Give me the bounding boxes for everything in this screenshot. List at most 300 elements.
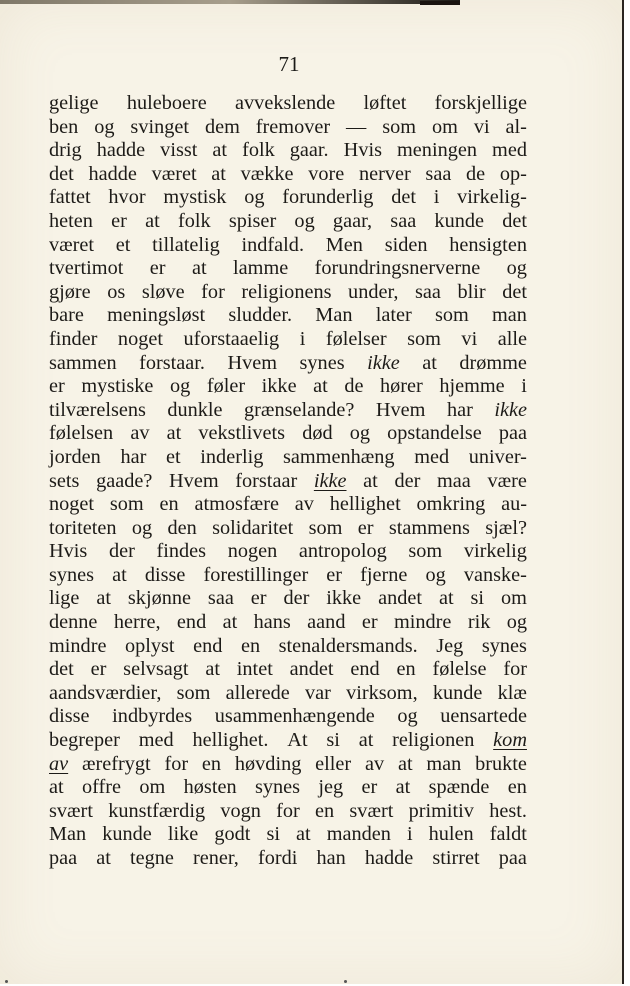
word: en — [201, 752, 222, 775]
word: svært — [349, 799, 394, 822]
word: en — [396, 658, 416, 681]
word: været — [151, 162, 197, 185]
word: at — [358, 729, 374, 752]
word: op- — [499, 162, 527, 185]
word: det — [502, 209, 527, 232]
word: sets — [49, 469, 80, 492]
word: vore — [308, 162, 345, 185]
word: at — [205, 658, 220, 681]
word: at — [363, 469, 378, 492]
word: følelser — [325, 327, 387, 350]
word: sløve — [141, 280, 185, 303]
word: som — [407, 327, 441, 350]
word: nogen — [227, 540, 278, 563]
word: tillatelig — [152, 233, 220, 256]
word: bare — [49, 304, 84, 327]
word: saa — [425, 162, 452, 185]
word: os — [107, 280, 126, 303]
text-line — [49, 823, 527, 847]
word: ærefrygt — [81, 752, 151, 775]
word: avvekslende — [235, 92, 336, 114]
word: spiser — [228, 209, 277, 232]
word: atmosfære — [194, 493, 279, 516]
text-line — [49, 658, 527, 682]
word: Hvem — [227, 351, 278, 374]
word: noget — [117, 327, 163, 350]
word: uensartede — [440, 705, 527, 728]
word: at — [96, 847, 111, 869]
text-line — [49, 847, 527, 871]
text-line — [49, 682, 527, 706]
word: en — [507, 776, 527, 799]
word: drømme — [459, 351, 527, 374]
word: svært — [49, 799, 93, 822]
word: og — [131, 516, 153, 539]
word: fattet — [49, 186, 91, 209]
word: folk — [242, 139, 275, 162]
word: forunderlig — [282, 186, 374, 209]
page-number: 71 — [278, 52, 300, 76]
text-line — [49, 163, 527, 187]
word: er — [90, 658, 107, 681]
word: virkelig — [463, 540, 527, 563]
text-line — [49, 493, 527, 517]
word: der — [283, 587, 310, 610]
word: jeg — [318, 776, 344, 799]
word: at — [222, 611, 238, 634]
text-line — [49, 587, 527, 611]
word: skjønne — [127, 587, 191, 610]
word: allerede — [225, 681, 290, 704]
word: av — [294, 493, 314, 516]
word: er — [361, 776, 378, 799]
word: om — [139, 776, 166, 799]
word: og — [169, 375, 191, 398]
text-line — [49, 210, 527, 234]
text-line — [49, 705, 527, 729]
word: mindre — [393, 611, 452, 634]
word: vekstlivets — [198, 422, 286, 445]
word: er — [250, 587, 267, 610]
word: disse — [49, 705, 90, 728]
word: Hvem — [169, 469, 219, 492]
emphasized-word: kom — [493, 729, 527, 752]
word: synes — [481, 634, 527, 657]
word: hest. — [489, 799, 527, 822]
word: føler — [206, 375, 246, 398]
word: dem — [204, 115, 240, 138]
word: som — [109, 493, 144, 516]
word: den — [167, 516, 197, 539]
word: hvor — [108, 186, 146, 209]
word: at — [145, 209, 160, 232]
word: en — [315, 799, 335, 822]
word: og — [425, 563, 446, 586]
word: av — [130, 422, 150, 445]
word: paa — [49, 847, 78, 869]
word: i — [521, 375, 527, 398]
word: at — [96, 587, 111, 610]
word: at — [438, 587, 454, 610]
word: saa — [207, 587, 234, 610]
word: været — [49, 233, 95, 256]
word: blir — [457, 280, 486, 303]
word: noget — [49, 493, 95, 516]
word: der — [108, 540, 135, 563]
word: for — [201, 280, 225, 303]
word: med — [492, 139, 527, 162]
word: jorden — [49, 445, 101, 468]
word: sammen — [49, 351, 117, 374]
word: for — [164, 752, 189, 775]
word: hjemme — [439, 375, 505, 398]
word: sammenhæng — [283, 445, 395, 468]
word: opstandelse — [387, 422, 482, 445]
word: fordi — [257, 847, 298, 869]
word: en — [240, 634, 261, 657]
word: for — [276, 799, 300, 822]
word: siden — [384, 233, 428, 256]
word: gaar. — [289, 139, 329, 162]
text-line — [49, 776, 527, 800]
text-line — [49, 352, 527, 376]
page-top-edge — [0, 0, 460, 4]
word: at — [166, 422, 182, 445]
word: og — [397, 705, 418, 728]
word: solidaritet — [212, 516, 294, 539]
word: sludder. — [228, 304, 293, 327]
word: han — [316, 847, 346, 869]
word: fjerne — [360, 563, 408, 586]
word: antropolog — [298, 540, 387, 563]
emphasized-word: av — [49, 752, 69, 775]
word: paa — [498, 422, 527, 445]
word: lige — [49, 587, 80, 610]
word: grænselande? — [244, 398, 355, 421]
word: om — [500, 587, 527, 610]
word: kunde — [434, 209, 484, 232]
text-line — [49, 611, 527, 635]
word: med — [414, 445, 450, 468]
word: hellighet. — [192, 729, 269, 752]
text-line — [49, 281, 527, 305]
text-line — [49, 257, 527, 281]
word: har — [446, 398, 473, 421]
word: som — [308, 516, 343, 539]
word: gelige — [49, 92, 99, 114]
word: forstaar — [235, 469, 298, 492]
word: at — [49, 776, 64, 799]
word: usammenhængende — [214, 705, 375, 728]
word: Men — [325, 233, 363, 256]
word: vække — [240, 162, 294, 185]
word: virksom, — [346, 681, 418, 704]
word: nerver — [358, 162, 411, 185]
word: der — [394, 469, 421, 492]
word: forundringsnerverne — [314, 257, 481, 280]
word: stammens — [388, 516, 470, 539]
word: hulen — [428, 823, 474, 846]
word: tilværelsens — [49, 398, 146, 421]
word: primitiv — [408, 799, 474, 822]
emphasized-word: ikke — [494, 398, 527, 421]
text-line — [49, 399, 527, 423]
word: vanske- — [463, 563, 527, 586]
text-line — [49, 375, 527, 399]
word: det — [49, 162, 74, 185]
word: omkring — [416, 493, 486, 516]
word: mystisk — [163, 186, 227, 209]
word: manden — [326, 823, 391, 846]
word: høsten — [183, 776, 237, 799]
scan-speck — [5, 980, 8, 983]
word: følelse — [432, 658, 487, 681]
word: huleboere — [126, 92, 207, 114]
word: saa — [390, 209, 417, 232]
word: høvding — [234, 752, 302, 775]
text-line — [49, 186, 527, 210]
word: det — [391, 186, 416, 209]
word: være — [487, 469, 527, 492]
word: av — [364, 752, 385, 775]
word: denne — [49, 611, 98, 634]
word: Hvem — [375, 398, 426, 421]
word: under, — [348, 280, 399, 303]
word: synes — [254, 776, 301, 799]
word: har — [120, 445, 147, 468]
word: al- — [505, 115, 527, 138]
word: oplyst — [124, 634, 175, 657]
word: og — [294, 209, 315, 232]
word: rik — [467, 611, 491, 634]
word: offre — [81, 776, 122, 799]
word: selvsagt — [123, 658, 189, 681]
word: Man — [49, 823, 87, 846]
word: med — [138, 729, 174, 752]
word: var — [304, 681, 331, 704]
word: andet — [378, 587, 423, 610]
word: begreper — [49, 729, 120, 752]
word: synes — [299, 351, 345, 374]
word: Man — [315, 304, 353, 327]
word: faldt — [489, 823, 527, 846]
word: folk — [177, 209, 211, 232]
word: mindre — [49, 634, 107, 657]
word: er — [149, 257, 166, 280]
word: vogn — [220, 799, 261, 822]
word: for — [503, 658, 527, 681]
word: og — [506, 257, 527, 280]
word: og — [244, 186, 265, 209]
word: er — [111, 209, 127, 232]
word: lamme — [233, 257, 289, 280]
word: løftet — [363, 92, 407, 114]
word: er — [49, 375, 65, 398]
word: rener, — [192, 847, 239, 869]
word: eller — [315, 752, 352, 775]
word: er — [357, 516, 374, 539]
word: synes — [49, 563, 95, 586]
word: gjøre — [49, 280, 91, 303]
word: er — [326, 563, 343, 586]
word: stirret — [432, 847, 480, 869]
word: død — [302, 422, 333, 445]
word: religionens — [241, 280, 332, 303]
word: virkelig- — [457, 186, 527, 209]
word: Jeg — [436, 634, 464, 657]
word: brukte — [475, 752, 527, 775]
text-line — [49, 116, 527, 140]
word: hadde — [96, 139, 146, 162]
page-top-edge-shadow — [420, 1, 460, 5]
word: heten — [49, 209, 93, 232]
word: At — [287, 729, 308, 752]
text-line — [49, 800, 527, 824]
word: hadde — [364, 847, 414, 869]
word: ben — [49, 115, 79, 138]
text-line — [49, 540, 527, 564]
word: et — [166, 445, 181, 468]
word: følelsen — [49, 422, 114, 445]
word: kunde — [432, 681, 483, 704]
text-line — [49, 470, 527, 494]
word: saa — [415, 280, 441, 303]
word: maa — [437, 469, 471, 492]
word: herre, — [113, 611, 161, 634]
word: visst — [160, 139, 198, 162]
word: finder — [49, 327, 98, 350]
word: hensigten — [449, 233, 527, 256]
text-line — [49, 564, 527, 588]
word: ikke — [326, 587, 362, 610]
word: gaar, — [332, 209, 373, 232]
word: end — [350, 658, 380, 681]
word: at — [313, 375, 328, 398]
scan-speck — [344, 980, 347, 983]
word: alle — [497, 327, 527, 350]
word: si — [470, 587, 485, 610]
word: at — [211, 162, 226, 185]
word: at — [296, 823, 311, 846]
word: i — [406, 823, 413, 846]
word: — — [346, 115, 367, 138]
word: au- — [501, 493, 527, 516]
word: godt — [214, 823, 251, 846]
word: at — [212, 139, 228, 162]
word: at — [191, 257, 207, 280]
text-line — [49, 139, 527, 163]
word: man — [426, 752, 462, 775]
word: forestillinger — [203, 563, 309, 586]
emphasized-word: ikke — [313, 469, 347, 492]
word: ikke — [261, 375, 297, 398]
word: et — [115, 233, 131, 256]
word: religionen — [392, 729, 475, 752]
word: later — [375, 304, 412, 327]
word: gaade? — [96, 469, 153, 492]
word: end — [176, 611, 207, 634]
word: uforstaaelig — [183, 327, 280, 350]
word: klæ — [497, 681, 527, 704]
word: og — [349, 422, 370, 445]
word: univer- — [468, 445, 527, 468]
word: toriteten — [49, 516, 117, 539]
text-line — [49, 422, 527, 446]
word: aandsværdier, — [49, 681, 162, 704]
word: hadde — [88, 162, 137, 185]
word: fremover — [255, 115, 331, 138]
word: indbyrdes — [112, 705, 193, 728]
word: det — [502, 280, 527, 303]
word: i — [433, 186, 440, 209]
text-line — [49, 753, 527, 777]
word: som — [434, 304, 469, 327]
word: aand — [307, 611, 346, 634]
text-line — [49, 328, 527, 352]
word: hører — [380, 375, 423, 398]
word: inderlig — [200, 445, 264, 468]
word: drig — [49, 139, 82, 162]
text-line — [49, 92, 527, 116]
word: forstaar. — [139, 351, 205, 374]
word: at — [422, 351, 437, 374]
word: vi — [461, 327, 478, 350]
word: forskjellige — [434, 92, 527, 114]
word: paa — [498, 847, 527, 869]
text-line — [49, 234, 527, 258]
word: det — [49, 658, 74, 681]
text-line — [49, 304, 527, 328]
word: disse — [144, 563, 186, 586]
word: si — [266, 823, 280, 846]
word: er — [361, 611, 378, 634]
word: som — [408, 540, 443, 563]
word: de — [344, 375, 364, 398]
word: meningsløst — [107, 304, 206, 327]
word: findes — [156, 540, 207, 563]
word: at — [112, 563, 127, 586]
word: som — [176, 681, 211, 704]
text-line — [49, 517, 527, 541]
word: at — [397, 752, 413, 775]
word: kunstfærdig — [108, 799, 206, 822]
word: i — [299, 327, 306, 350]
word: hellighet — [329, 493, 401, 516]
word: vi — [473, 115, 490, 138]
word: kunde — [102, 823, 152, 846]
word: de — [466, 162, 486, 185]
word: spænde — [428, 776, 490, 799]
word: sjæl? — [485, 516, 527, 539]
word: mystiske — [81, 375, 154, 398]
body-text — [49, 92, 527, 871]
word: andet — [289, 658, 334, 681]
word: hans — [253, 611, 291, 634]
word: at — [395, 776, 411, 799]
word: tegne — [129, 847, 174, 869]
word: like — [167, 823, 199, 846]
word: og — [94, 115, 115, 138]
word: stenaldersmands. — [278, 634, 418, 657]
word: om — [431, 115, 458, 138]
text-line — [49, 635, 527, 659]
emphasized-word: ikke — [367, 351, 400, 374]
word: meningen — [397, 139, 478, 162]
word: tvertimot — [49, 257, 124, 280]
word: Hvis — [49, 540, 88, 563]
word: indfald. — [241, 233, 305, 256]
word: intet — [236, 658, 273, 681]
